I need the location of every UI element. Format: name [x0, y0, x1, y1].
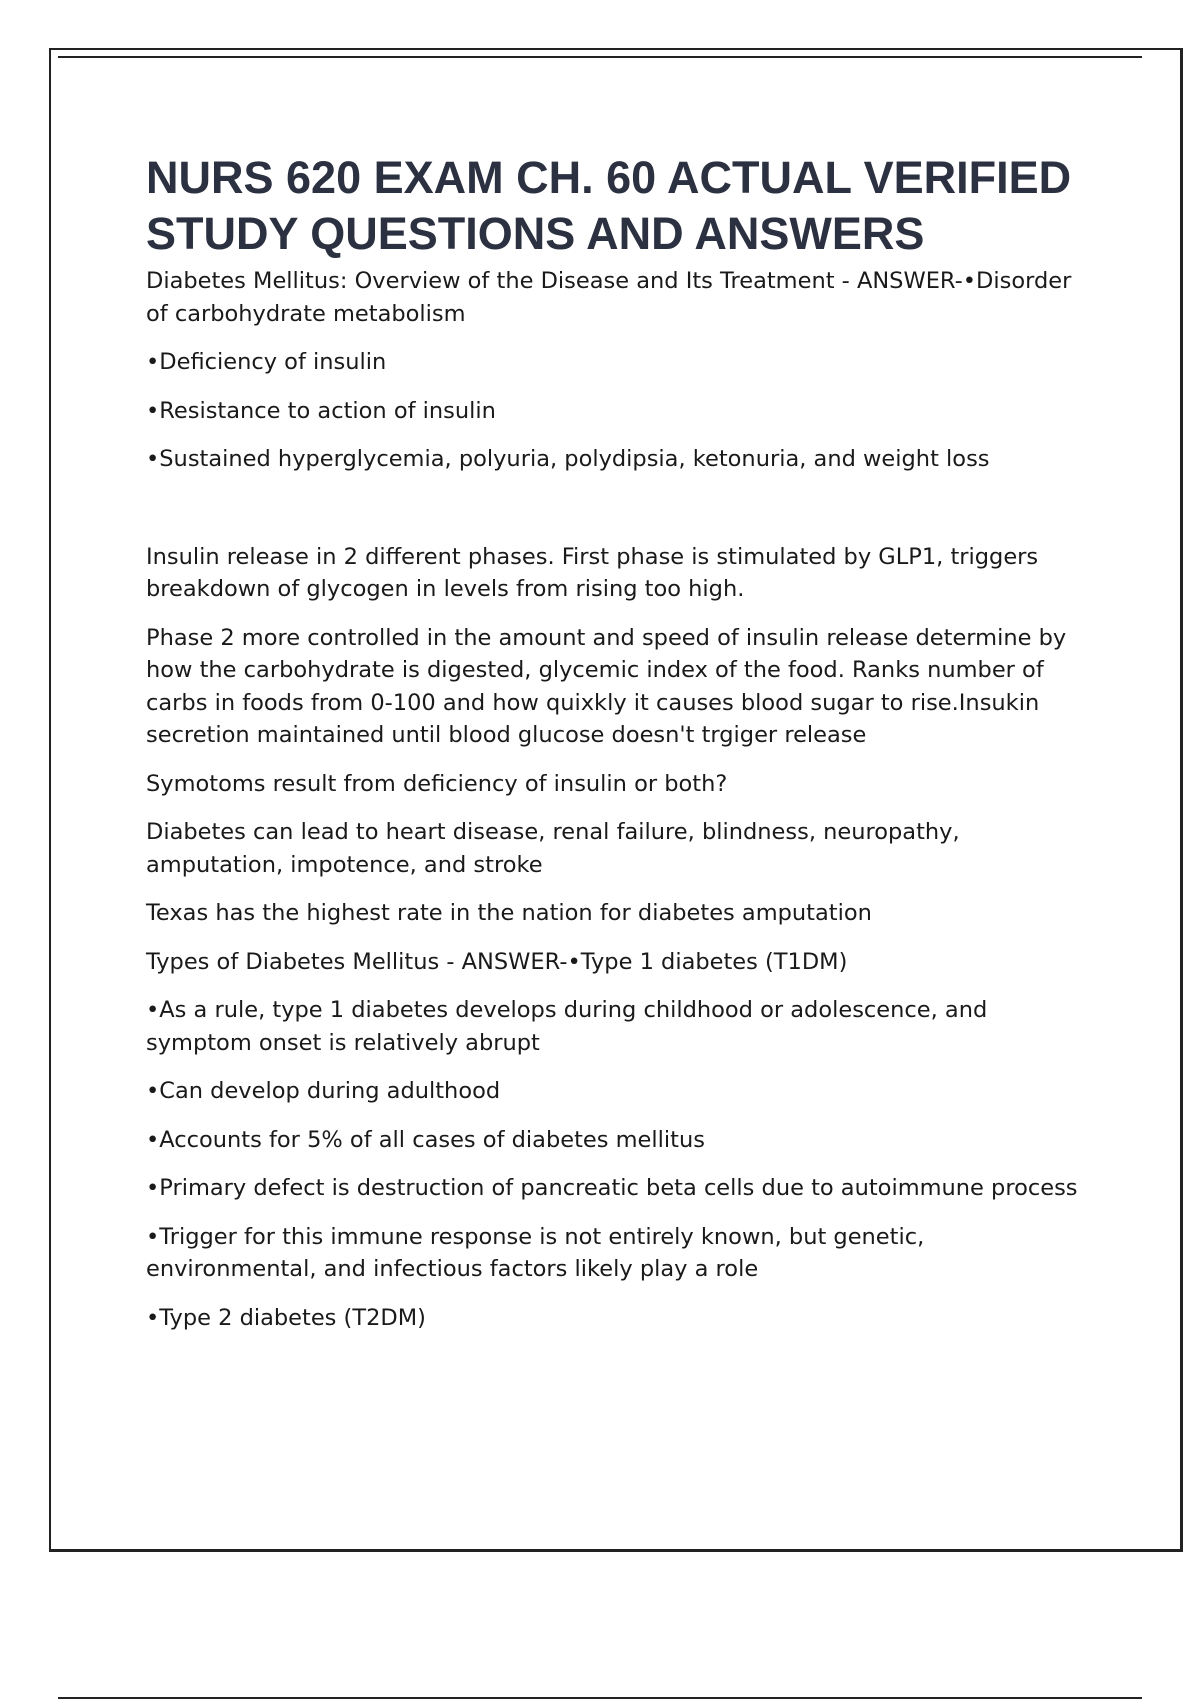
paragraph-types-of-diabetes: Types of Diabetes Mellitus - ANSWER-•Type 1 diabetes (T1DM)	[146, 948, 848, 975]
paragraph-spacer	[146, 492, 1086, 541]
document-text	[146, 265, 1086, 1334]
bullet-type1-onset: •As a rule, type 1 diabetes develops during childhood or adolescence, and symptom onset is relatively abrupt	[146, 997, 988, 1056]
bullet-sustained-hyperglycemia: •Sustained hyperglycemia, polyuria, polydipsia, ketonuria, and weight loss	[146, 446, 990, 472]
paragraph-insulin-release: Insulin release in 2 different phases. First phase is stimulated by GLP1, triggers breakdown of glycogen in levels from rising too high.	[146, 543, 1039, 602]
paragraph-texas: Texas has the highest rate in the nation for diabetes amputation	[146, 900, 872, 926]
document-body	[146, 150, 1086, 1350]
paragraph-phase-2: Phase 2 more controlled in the amount and speed of insulin release determine by how the carbohydrate is digested, glycemic index of the food. Ranks number of carbs in foods from 0-100 and how quixkly it causes blood sugar to rise.Insukin secretion maintained until blood glucose doesn't trgiger release	[146, 624, 1067, 748]
bullet-resistance-insulin: •Resistance to action of insulin	[146, 397, 496, 424]
bullet-deficiency-insulin: •Deficiency of insulin	[146, 349, 387, 375]
footer-rule	[58, 1697, 1142, 1699]
bullet-primary-defect: •Primary defect is destruction of pancreatic beta cells due to autoimmune process	[146, 1175, 1078, 1201]
bullet-adulthood: •Can develop during adulthood	[146, 1078, 501, 1104]
paragraph-diabetes-overview: Diabetes Mellitus: Overview of the Disease and Its Treatment - ANSWER-•Disorder of carbohydrate metabolism	[146, 268, 1072, 327]
document-title: NURS 620 EXAM CH. 60 ACTUAL VERIFIED STUDY QUESTIONS AND ANSWERS	[146, 152, 1072, 259]
paragraph-symptoms: Symotoms result from deficiency of insulin or both?	[146, 770, 728, 797]
bullet-trigger: •Trigger for this immune response is not entirely known, but genetic, environmental, and infectious factors likely play a role	[146, 1223, 925, 1282]
bullet-five-percent: •Accounts for 5% of all cases of diabetes mellitus	[146, 1126, 705, 1153]
header-rule	[58, 56, 1142, 58]
bullet-type2: •Type 2 diabetes (T2DM)	[146, 1304, 426, 1331]
paragraph-complications: Diabetes can lead to heart disease, renal failure, blindness, neuropathy, amputation, impotence, and stroke	[146, 819, 960, 878]
